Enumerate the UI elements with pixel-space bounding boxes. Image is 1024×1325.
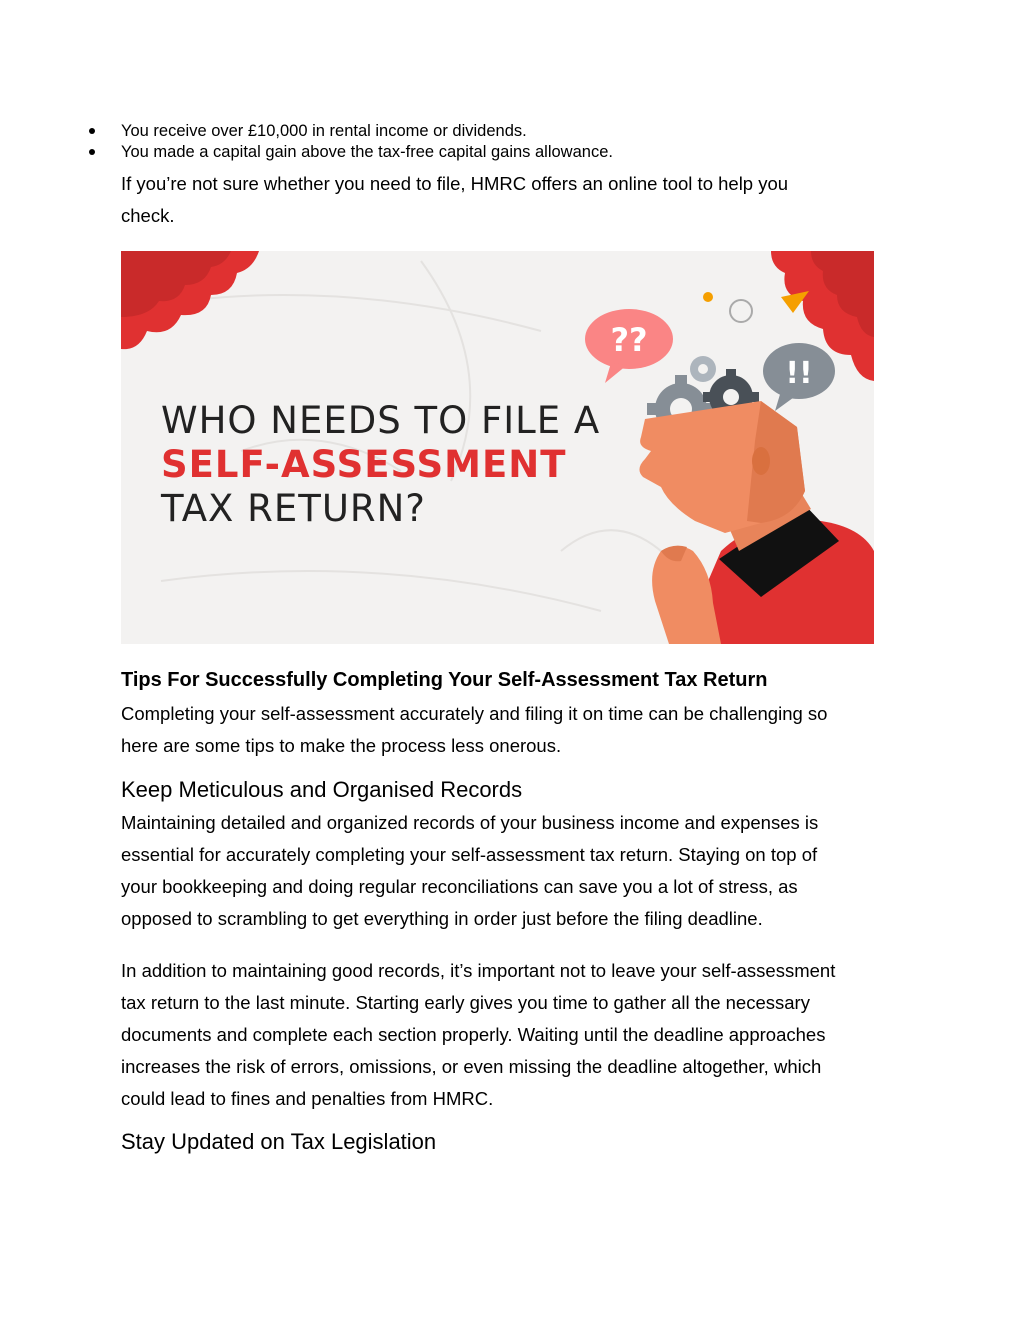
list-item [0,141,1024,163]
paragraph-line: could lead to fines and penalties from HMRC. [121,1088,494,1109]
paragraph-line: check. [121,205,175,226]
paragraph-line: If you’re not sure whether you need to file, HMRC offers an online tool to help you [121,173,789,194]
paragraph-line: increases the risk of errors, omissions, or even missing the deadline altogether, which [121,1056,822,1077]
paragraph-line: Completing your self-assessment accurately and filing it on time can be challenging so [121,703,828,724]
legislation-heading: Stay Updated on Tax Legislation [121,1129,437,1154]
hero-title-line-1: WHO NEEDS TO FILE A [161,399,601,442]
hero-title-line-3: TAX RETURN? [161,487,426,530]
list-item-text: You receive over £10,000 in rental income or dividends. [121,122,527,140]
paragraph-line: tax return to the last minute. Starting early gives you time to gather all the necessary [121,992,810,1013]
bubble-text-right: !! [785,356,813,391]
intro-paragraph [121,168,911,232]
bubble-text-left: ?? [610,321,648,359]
paragraph-line: here are some tips to make the process less onerous. [121,735,562,756]
records-paragraph-1 [121,807,911,935]
paragraph-line: Maintaining detailed and organized records of your business income and expenses is [121,812,819,833]
records-paragraph-2 [121,955,911,1115]
bullet-icon [89,128,95,134]
tips-intro-paragraph [121,698,911,762]
paragraph-line: your bookkeeping and doing regular reconciliations can save you a lot of stress, as [121,876,798,897]
paragraph-line: essential for accurately completing your self-assessment tax return. Staying on top of [121,844,818,865]
list-item [0,120,1024,142]
paragraph-line: opposed to scrambling to get everything in order just before the filing deadline. [121,908,763,929]
bullet-icon [89,149,95,155]
tips-heading: Tips For Successfully Completing Your Self-Assessment Tax Return [121,669,768,691]
list-item-text: You made a capital gain above the tax-free capital gains allowance. [121,143,613,161]
hero-title-line-2: SELF-ASSESSMENT [161,443,567,486]
gear-icon [690,356,716,382]
hero-image [121,251,874,644]
paragraph-line: documents and complete each section properly. Waiting until the deadline approaches [121,1024,826,1045]
records-heading: Keep Meticulous and Organised Records [121,777,523,802]
paragraph-line: In addition to maintaining good records, it’s important not to leave your self-assessment [121,960,836,981]
